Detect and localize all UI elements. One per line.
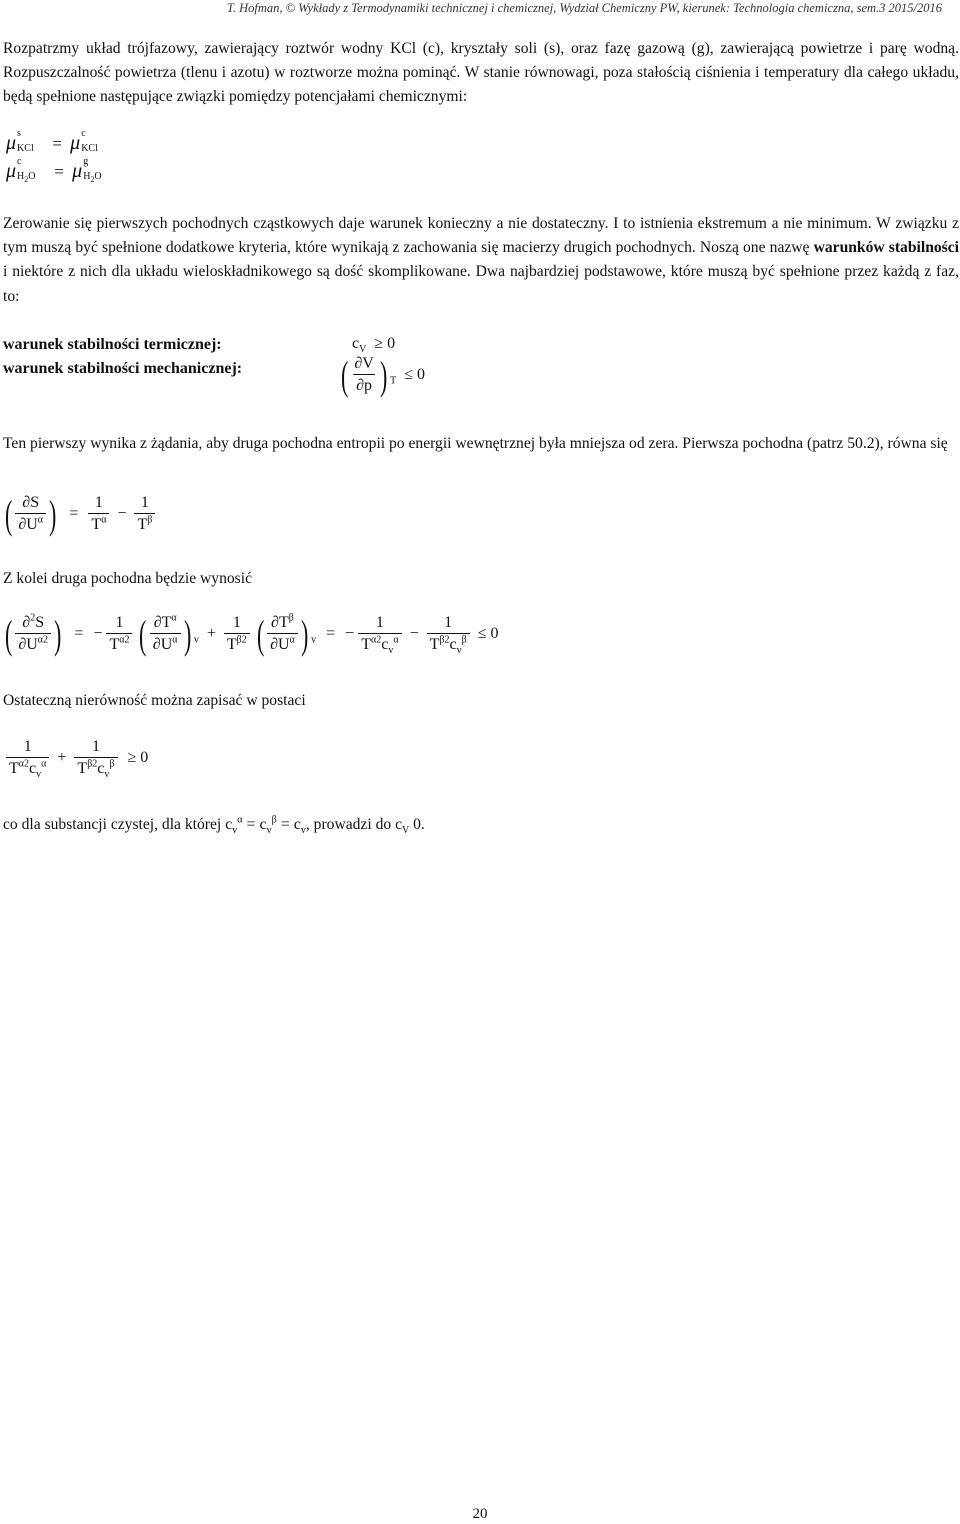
paragraph-intro: Rozpatrzmy układ trójfazowy, zawierający roztwór wodny KCl (c), kryształy soli (s), oraz fazę gazową (g), zawierającą powietrze i parę wodną. Rozpuszczalność powietrza (tlenu i azotu) w roztworze można pominąć. W stanie równowagi, poza stałością ciśnienia i temperatury dla całego układu, będą spełnione następujące związki pomiędzy potencjałami chemicznymi: [3, 40, 959, 106]
thermal-condition: $c_V \ge 0$ [352, 335, 396, 356]
page-number: 20 [472, 1506, 488, 1522]
mechanical-condition: ( $\frac{\partial V}{\partial p}$ ) $_T$ ≤ 0 [340, 352, 426, 398]
equation-kcl: μ s KCl = μ c KCl [6, 128, 98, 155]
paragraph-final-inequality: Ostateczną nierówność można zapisać w postaci [3, 692, 306, 709]
paragraph-pure-substance: co dla substancji czystej, dla której $c_v^\alpha = c_v^\beta = c_v$, prowadzi do $c_V$ 0. [3, 814, 425, 837]
equation-final-inequality: $\frac{1}{T^{\alpha 2}c_v^\alpha}$ + $\frac{1}{T^{\beta 2}c_v^\beta}$ ≥ 0 [6, 737, 148, 780]
equation-first-derivative: ( $\frac{\partial S}{\partial U^\alpha}$ ) = $\frac{1}{T^\alpha}$ − $\frac{1}{T^\beta}$ [2, 493, 155, 536]
thermal-stability-label: warunek stabilności termicznej: [3, 336, 222, 353]
paragraph-entropy: Ten pierwszy wynika z żądania, aby druga pochodna entropii po energii wewnętrznej była mniejsza od zera. Pierwsza pochodna (patrz 50.2), równa się [3, 435, 948, 452]
page-header: T. Hofman, © Wykłady z Termodynamiki technicznej i chemicznej, Wydział Chemiczny PW, kierunek: Technologia chemiczna, sem.3 2015/2016 [226, 1, 942, 15]
paragraph-second-derivative: Z kolei druga pochodna będzie wynosić [3, 570, 252, 587]
equation-second-derivative: ( $\frac{\partial^2S}{\partial U^{\alpha 2}}$ ) = − $\frac{1}{T^{\alpha 2}}$ ( $\frac{\partial T^\alpha}{\partial U^\alpha}$ ) $_v$ + $\frac{1}{T^{\beta 2}}$ ( $\frac{\partial T^\beta}{\partial U^\alpha}$ ) $_v$ = − $\frac{1}{T^{\alpha 2}c_v^\alpha}$ − $\frac{1}{T^{\beta 2}c_v^\beta}$ ≤ 0 [4, 611, 499, 657]
paragraph-stability: Zerowanie się pierwszych pochodnych cząstkowych daje warunek konieczny a nie dostateczny. I to istnienia ekstremum a nie minimum. W związku z tym muszą być spełnione dodatkowe kryteria, które wynikają z zachowania się macierzy drugich pochodnych. Noszą one nazwę warunków stabilności i niektóre z nich dla układu wieloskładnikowego są dość skomplikowane. Dwa najbardziej podstawowe, które muszą być spełnione przez każdą z faz, to: [3, 215, 959, 305]
mechanical-stability-label: warunek stabilności mechanicznej: [3, 360, 243, 377]
equation-h2o: μ c $H_2O$ = μ g $H_2O$ [6, 156, 102, 185]
